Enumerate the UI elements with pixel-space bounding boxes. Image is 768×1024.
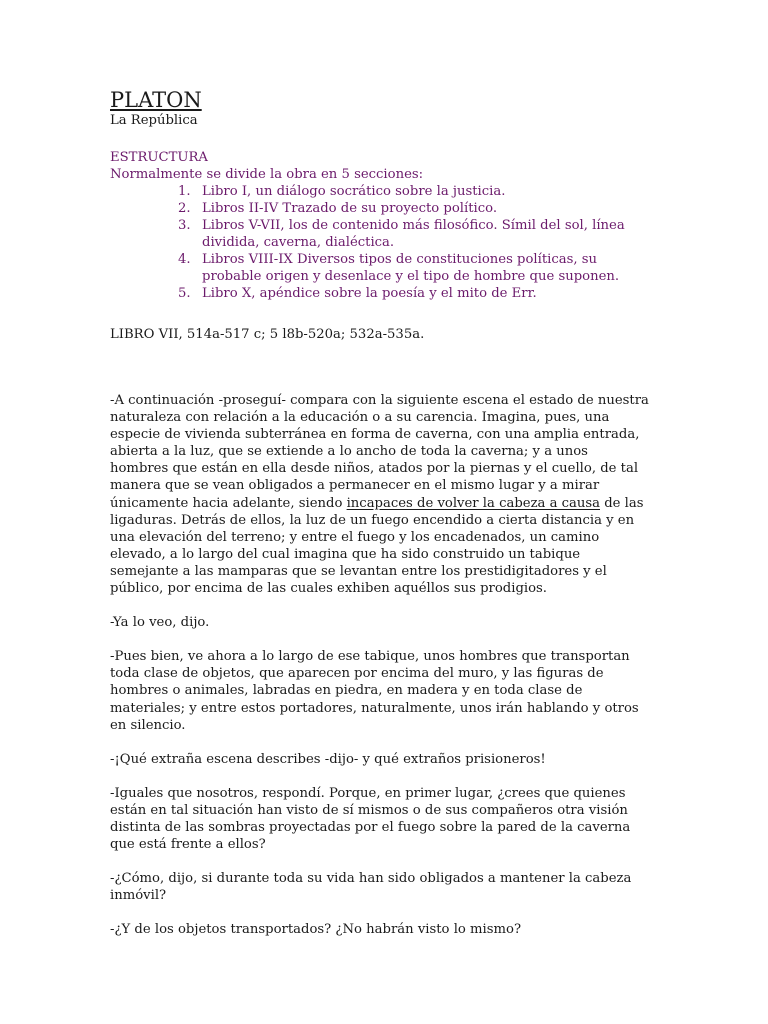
list-item-number: 1. (178, 184, 191, 199)
list-item-number: 5. (178, 286, 191, 301)
list-item-number: 4. (178, 252, 191, 267)
document-title: PLATON (110, 88, 202, 112)
underlined-phrase: incapaces de volver la cabeza a causa (346, 495, 600, 511)
list-item-text: Libro X, apéndice sobre la poesía y el mito de Err. (202, 286, 537, 301)
dialogue-paragraph: -Iguales que nosotros, respondí. Porque, en primer lugar, ¿crees que quienes están en tal situación han visto de sí mismos o de sus compañeros otra visión distinta de las sombras proyectadas por el fuego sobre la pared de la caverna que está frente a ellos? (110, 785, 631, 853)
list-item (110, 183, 650, 200)
dialogue-paragraph: -Pues bien, ve ahora a lo largo de ese tabique, unos hombres que transportan toda clase de objetos, que aparecen por encima del muro, y las figuras de hombres o animales, labradas en piedra, en madera y en toda clase de materiales; y entre estos portadores, naturalmente, unos irán hablando y otros en silencio. (110, 649, 639, 733)
list-item-number: 2. (178, 201, 191, 216)
structure-heading: ESTRUCTURA (110, 150, 208, 165)
paragraph-text: de las ligaduras. Detrás de ellos, la luz de un fuego encendido a cierta distancia y en una elevación del terreno; y entre el fuego y los encadenados, un camino elevado, a lo largo del cual imagina que ha sido construido un tabique semejante a las mamparas que se levantan entre los prestidigitadores y el público, por encima de las cuales exhiben aquéllos sus prodigios. (110, 495, 644, 597)
document-page (110, 88, 650, 938)
book-reference: LIBRO VII, 514a-517 c; 5 l8b-520a; 532a-535a. (110, 327, 425, 342)
dialogue-paragraph: -¿Cómo, dijo, si durante toda su vida han sido obligados a mantener la cabeza inmóvil? (110, 871, 632, 904)
paragraph-text: -A continuación -proseguí- compara con la siguiente escena el estado de nuestra naturaleza con relación a la educación o a su carencia. Imagina, pues, una especie de vivienda subterránea en forma de caverna, con una amplia entrada, abierta a la luz, que se extiende a lo ancho de toda la caverna; y a unos hombres que están en ella desde niños, atados por la piernas y el cuello, de tal manera que se vean obligados a permanecer en el mismo lugar y a mirar únicamente hacia adelante, siendo (110, 393, 649, 511)
structure-intro: Normalmente se divide la obra en 5 secciones: (110, 167, 424, 182)
list-item-text: Libros II-IV Trazado de su proyecto político. (202, 201, 498, 216)
list-item (110, 285, 650, 302)
document-subtitle: La República (110, 113, 198, 128)
list-item (110, 251, 650, 285)
dialogue-paragraph: -Ya lo veo, dijo. (110, 615, 210, 631)
dialogue-paragraph: -¡Qué extraña escena describes -dijo- y qué extraños prisioneros! (110, 751, 546, 767)
list-item (110, 200, 650, 217)
list-item-text: Libro I, un diálogo socrático sobre la justicia. (202, 184, 506, 199)
list-item-text: Libros V-VII, los de contenido más filosófico. Símil del sol, línea dividida, caverna, dialéctica. (202, 218, 625, 250)
dialogue-paragraph: -¿Y de los objetos transportados? ¿No habrán visto lo mismo? (110, 922, 522, 938)
list-item-number: 3. (178, 218, 191, 233)
sections-list (110, 183, 650, 302)
list-item (110, 217, 650, 251)
structure-section (110, 149, 650, 302)
list-item-text: Libros VIII-IX Diversos tipos de constituciones políticas, su probable origen y desenlace y el tipo de hombre que suponen. (202, 252, 620, 284)
dialogue-paragraph (110, 392, 650, 597)
